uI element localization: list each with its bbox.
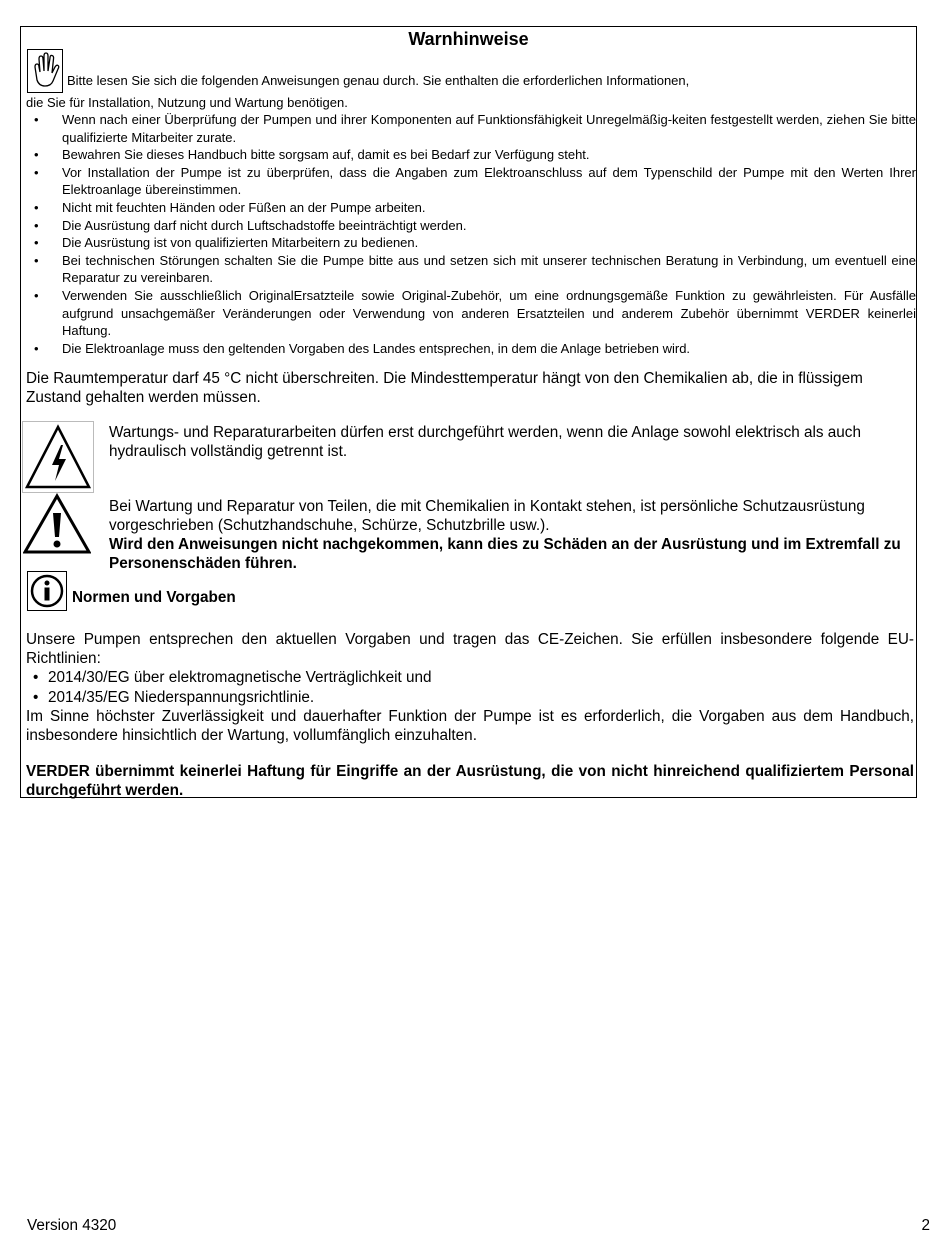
temperature-note: Die Raumtemperatur darf 45 °C nicht überschreiten. Die Mindesttemperatur hängt von den Chemikalien ab, die in flüssigem Zustand gehalten werden müssen. bbox=[26, 370, 863, 406]
intro-line-1: Bitte lesen Sie sich die folgenden Anweisungen genau durch. Sie enthalten die erforderlichen Informationen, bbox=[67, 73, 690, 88]
electric-hazard-icon bbox=[22, 421, 94, 493]
version-label: Version 4320 bbox=[27, 1217, 117, 1234]
liability-note: VERDER übernimmt keinerlei Haftung für Eingriffe an der Ausrüstung, die von nicht hinreichend qualifiziertem Personal durchgeführt werden. bbox=[26, 763, 914, 799]
list-item: • Wenn nach einer Überprüfung der Pumpen und ihrer Komponenten auf Funktionsfähigkeit Unregelmäßig-keiten festgestellt werden, ziehen Sie bitte qualifizierte Mitarbeiter zurate. bbox=[26, 111, 916, 146]
page-title: Warnhinweise bbox=[408, 29, 529, 49]
damage-warning: Wird den Anweisungen nicht nachgekommen, kann dies zu Schäden an der Ausrüstung und im Extremfall zu Personenschäden führen. bbox=[109, 536, 901, 572]
list-item: • Die Ausrüstung ist von qualifizierten Mitarbeitern zu bedienen. bbox=[26, 234, 916, 252]
protective-equipment-text bbox=[109, 497, 915, 573]
hand-stop-icon bbox=[27, 49, 63, 93]
list-item: • Bei technischen Störungen schalten Sie die Pumpe bitte aus und setzen sich mit unserer technischen Beratung in Verbindung, um eventuell eine Reparatur zu vereinbaren. bbox=[26, 252, 916, 287]
warning-triangle-icon bbox=[23, 493, 91, 555]
intro-line-2: die Sie für Installation, Nutzung und Wartung benötigen. bbox=[26, 95, 348, 110]
electric-warning-text: Wartungs- und Reparaturarbeiten dürfen erst durchgeführt werden, wenn die Anlage sowohl elektrisch als auch hydraulisch vollständig getrennt ist. bbox=[109, 424, 861, 460]
list-item: • Vor Installation der Pumpe ist zu überprüfen, dass die Angaben zum Elektroanschluss auf dem Typenschild der Pumpe mit den Werten Ihrer Elektroanlage übereinstimmen. bbox=[26, 164, 916, 199]
protective-equipment-note: Bei Wartung und Reparatur von Teilen, die mit Chemikalien in Kontakt stehen, ist persönliche Schutzausrüstung vorgeschrieben (Schutzhandschuhe, Schürze, Schutzbrille usw.). bbox=[109, 498, 865, 534]
compliance-note: Im Sinne höchster Zuverlässigkeit und dauerhafter Funktion der Pumpe ist es erforderlich, die Vorgaben aus dem Handbuch, insbesondere hinsichtlich der Wartung, vollumfänglich einzuhalten. bbox=[26, 708, 914, 744]
list-item: • Verwenden Sie ausschließlich OriginalErsatzteile sowie Original-Zubehör, um eine ordnungsgemäße Funktion zu gewährleisten. Für Ausfälle aufgrund unsachgemäßer Veränderungen oder Verwendung von anderen Ersatzteilen und anderem Zubehör übernimmt VERDER keinerlei Haftung. bbox=[26, 287, 916, 340]
list-item: • Die Ausrüstung darf nicht durch Luftschadstoffe beeinträchtigt werden. bbox=[26, 217, 916, 235]
norms-intro: Unsere Pumpen entsprechen den aktuellen Vorgaben und tragen das CE-Zeichen. Sie erfüllen insbesondere folgende EU-Richtlinien: bbox=[26, 631, 914, 667]
list-item: • 2014/30/EG über elektromagnetische Verträglichkeit und bbox=[26, 668, 906, 688]
list-item: • Nicht mit feuchten Händen oder Füßen an der Pumpe arbeiten. bbox=[26, 199, 916, 217]
instruction-list bbox=[26, 111, 916, 357]
list-item: • Die Elektroanlage muss den geltenden Vorgaben des Landes entsprechen, in dem die Anlage betrieben wird. bbox=[26, 340, 916, 358]
list-item: • 2014/35/EG Niederspannungsrichtlinie. bbox=[26, 688, 906, 708]
page-number: 2 bbox=[921, 1217, 930, 1234]
warnings-frame bbox=[20, 26, 917, 798]
list-item: • Bewahren Sie dieses Handbuch bitte sorgsam auf, damit es bei Bedarf zur Verfügung steht. bbox=[26, 146, 916, 164]
directive-list bbox=[26, 668, 906, 707]
info-icon bbox=[27, 571, 67, 611]
norms-heading: Normen und Vorgaben bbox=[72, 589, 236, 606]
